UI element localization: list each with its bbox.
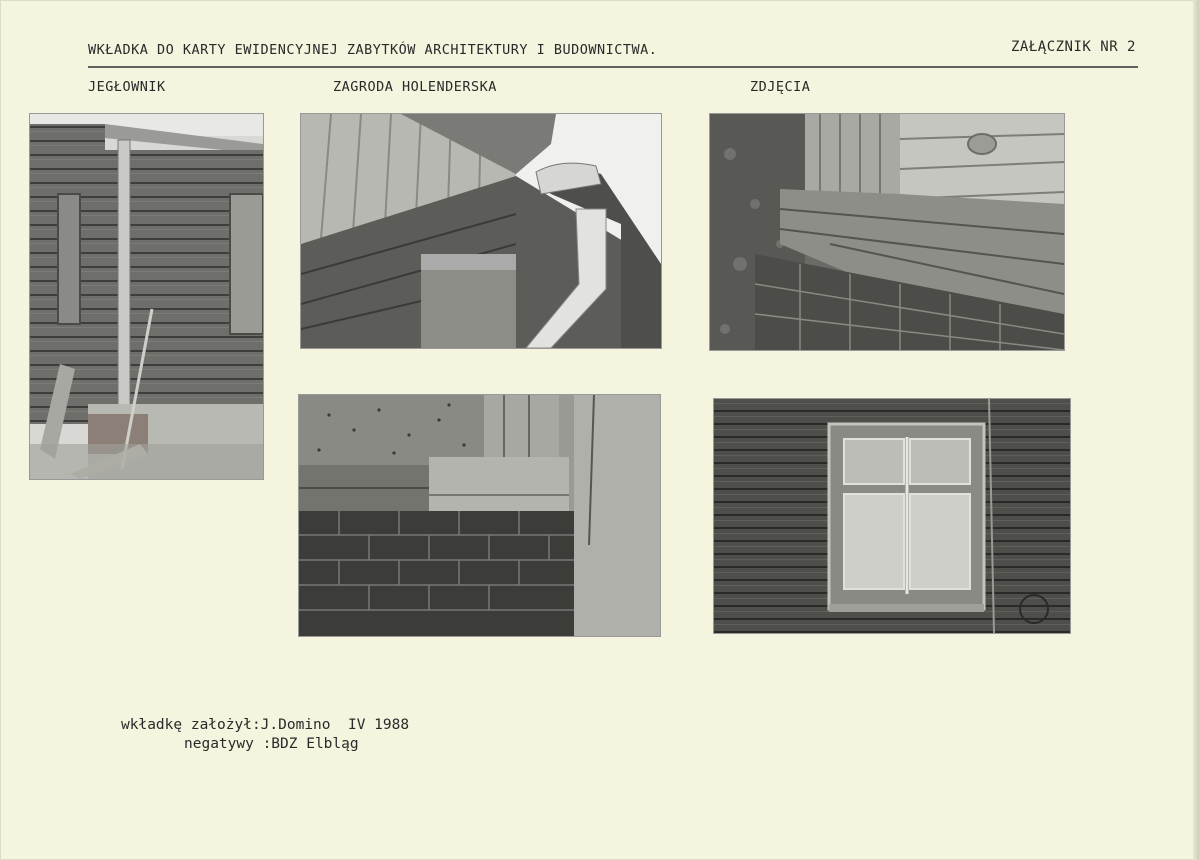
photo-house-corner <box>30 114 263 479</box>
document-title: WKŁADKA DO KARTY EWIDENCYJNEJ ZABYTKÓW ARCHITEKTURY I BUDOWNICTWA. <box>88 42 658 58</box>
object-label: ZAGRODA HOLENDERSKA <box>333 79 497 95</box>
locality-label: JEGŁOWNIK <box>88 79 166 95</box>
photo-wall-base <box>299 395 660 636</box>
paper-edge <box>1193 0 1199 860</box>
section-label: ZDJĘCIA <box>750 79 811 95</box>
annex-number: ZAŁĄCZNIK NR 2 <box>1010 39 1136 55</box>
footer-negatives-line: negatywy :BDZ Elbląg <box>184 736 359 752</box>
footer-author-line: wkładkę założył:J.Domino IV 1988 <box>121 717 410 733</box>
photo-window <box>714 399 1070 633</box>
header-rule <box>88 66 1138 68</box>
photo-log-corner <box>710 114 1064 350</box>
photo-roof-eaves <box>301 114 661 348</box>
